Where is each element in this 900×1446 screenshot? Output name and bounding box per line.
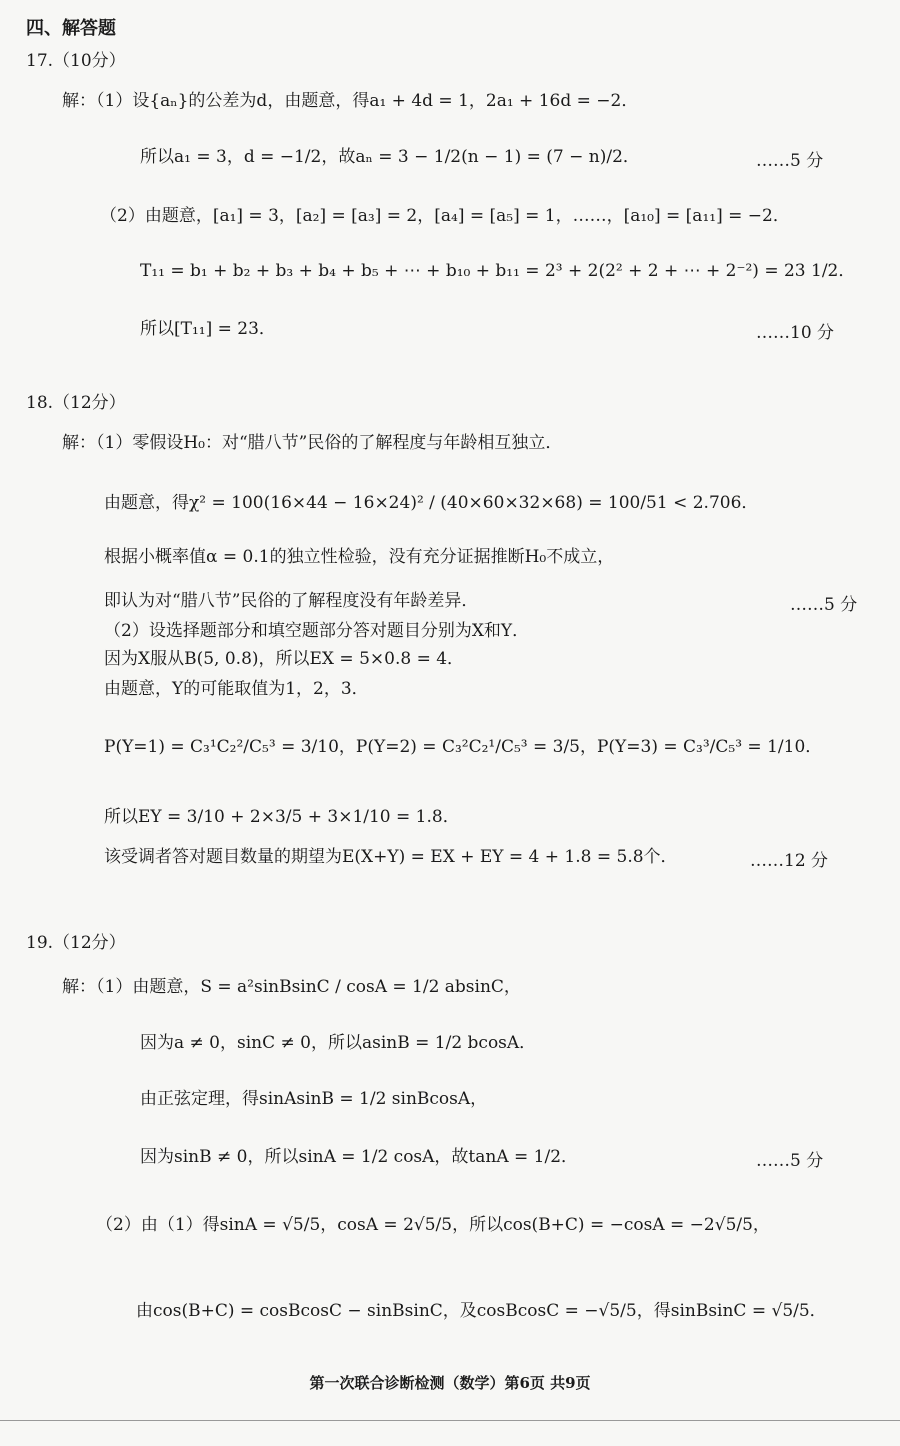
q18-score-1: ……5 分: [790, 595, 858, 615]
q17-header: 17.（10分）: [26, 51, 126, 71]
q19-line-5: （2）由（1）得sinA = √5/5，cosA = 2√5/5，所以cos(B+C) = −cosA = −2√5/5，: [96, 1215, 770, 1235]
q18-line-2: 由题意，得χ² = 100(16×44 − 16×24)² / (40×60×32×68) = 100/51 < 2.706．: [104, 493, 759, 513]
q17-line-2: 所以a₁ = 3，d = −1/2，故aₙ = 3 − 1/2(n − 1) = (7 − n)/2．: [140, 147, 640, 167]
q19-header: 19.（12分）: [26, 933, 126, 953]
q18-line-8: P(Y=1) = C₃¹C₂²/C₅³ = 3/10，P(Y=2) = C₃²C₂¹/C₅³ = 3/5，P(Y=3) = C₃³/C₅³ = 1/10．: [104, 737, 823, 757]
q19-score-1: ……5 分: [756, 1151, 824, 1171]
q17-line-5: 所以[T₁₁] = 23．: [140, 319, 276, 339]
page-footer: 第一次联合诊断检测（数学）第6页 共9页: [309, 1374, 591, 1392]
section-title: 四、解答题: [26, 18, 116, 39]
q17-line-4: T₁₁ = b₁ + b₂ + b₃ + b₄ + b₅ + ⋯ + b₁₀ + b₁₁ = 2³ + 2(2² + 2 + ⋯ + 2⁻²) = 23 1/2．: [140, 261, 856, 281]
q17-score-1: ……5 分: [756, 151, 824, 171]
q17-line-3: （2）由题意，[a₁] = 3，[a₂] = [a₃] = 2，[a₄] = [a₅] = 1，……，[a₁₀] = [a₁₁] = −2．: [100, 206, 790, 226]
q18-line-6: 因为X服从B(5, 0.8)，所以EX = 5×0.8 = 4．: [104, 649, 465, 669]
q18-line-1: 解：（1）零假设H₀：对“腊八节”民俗的了解程度与年龄相互独立．: [62, 433, 563, 453]
q18-score-2: ……12 分: [750, 851, 829, 871]
q18-line-9: 所以EY = 3/10 + 2×3/5 + 3×1/10 = 1.8．: [104, 807, 460, 827]
q19-line-4: 因为sinB ≠ 0，所以sinA = 1/2 cosA，故tanA = 1/2．: [140, 1147, 579, 1167]
q19-line-2: 因为a ≠ 0，sinC ≠ 0，所以asinB = 1/2 bcosA．: [140, 1033, 537, 1053]
q18-line-3: 根据小概率值α = 0.1的独立性检验，没有充分证据推断H₀不成立，: [104, 547, 615, 567]
q18-line-5: （2）设选择题部分和填空题部分答对题目分别为X和Y．: [104, 621, 530, 641]
q18-line-10: 该受调者答对题目数量的期望为E(X+Y) = EX + EY = 4 + 1.8 = 5.8个．: [104, 847, 678, 867]
footer-divider: [0, 1420, 900, 1421]
q19-line-3: 由正弦定理，得sinAsinB = 1/2 sinBcosA，: [140, 1089, 488, 1109]
q19-line-6: 由cos(B+C) = cosBcosC − sinBsinC，及cosBcosC = −√5/5，得sinBsinC = √5/5．: [136, 1301, 827, 1321]
q18-line-4: 即认为对“腊八节”民俗的了解程度没有年龄差异．: [104, 591, 479, 611]
q17-score-2: ……10 分: [756, 323, 835, 343]
q18-header: 18.（12分）: [26, 393, 126, 413]
q19-line-1: 解：（1）由题意，S = a²sinBsinC / cosA = 1/2 absinC，: [62, 977, 521, 997]
q18-line-7: 由题意，Y的可能取值为1，2，3．: [104, 679, 369, 699]
q17-line-1: 解：（1）设{aₙ}的公差为d，由题意，得a₁ + 4d = 1，2a₁ + 16d = −2．: [62, 91, 639, 111]
